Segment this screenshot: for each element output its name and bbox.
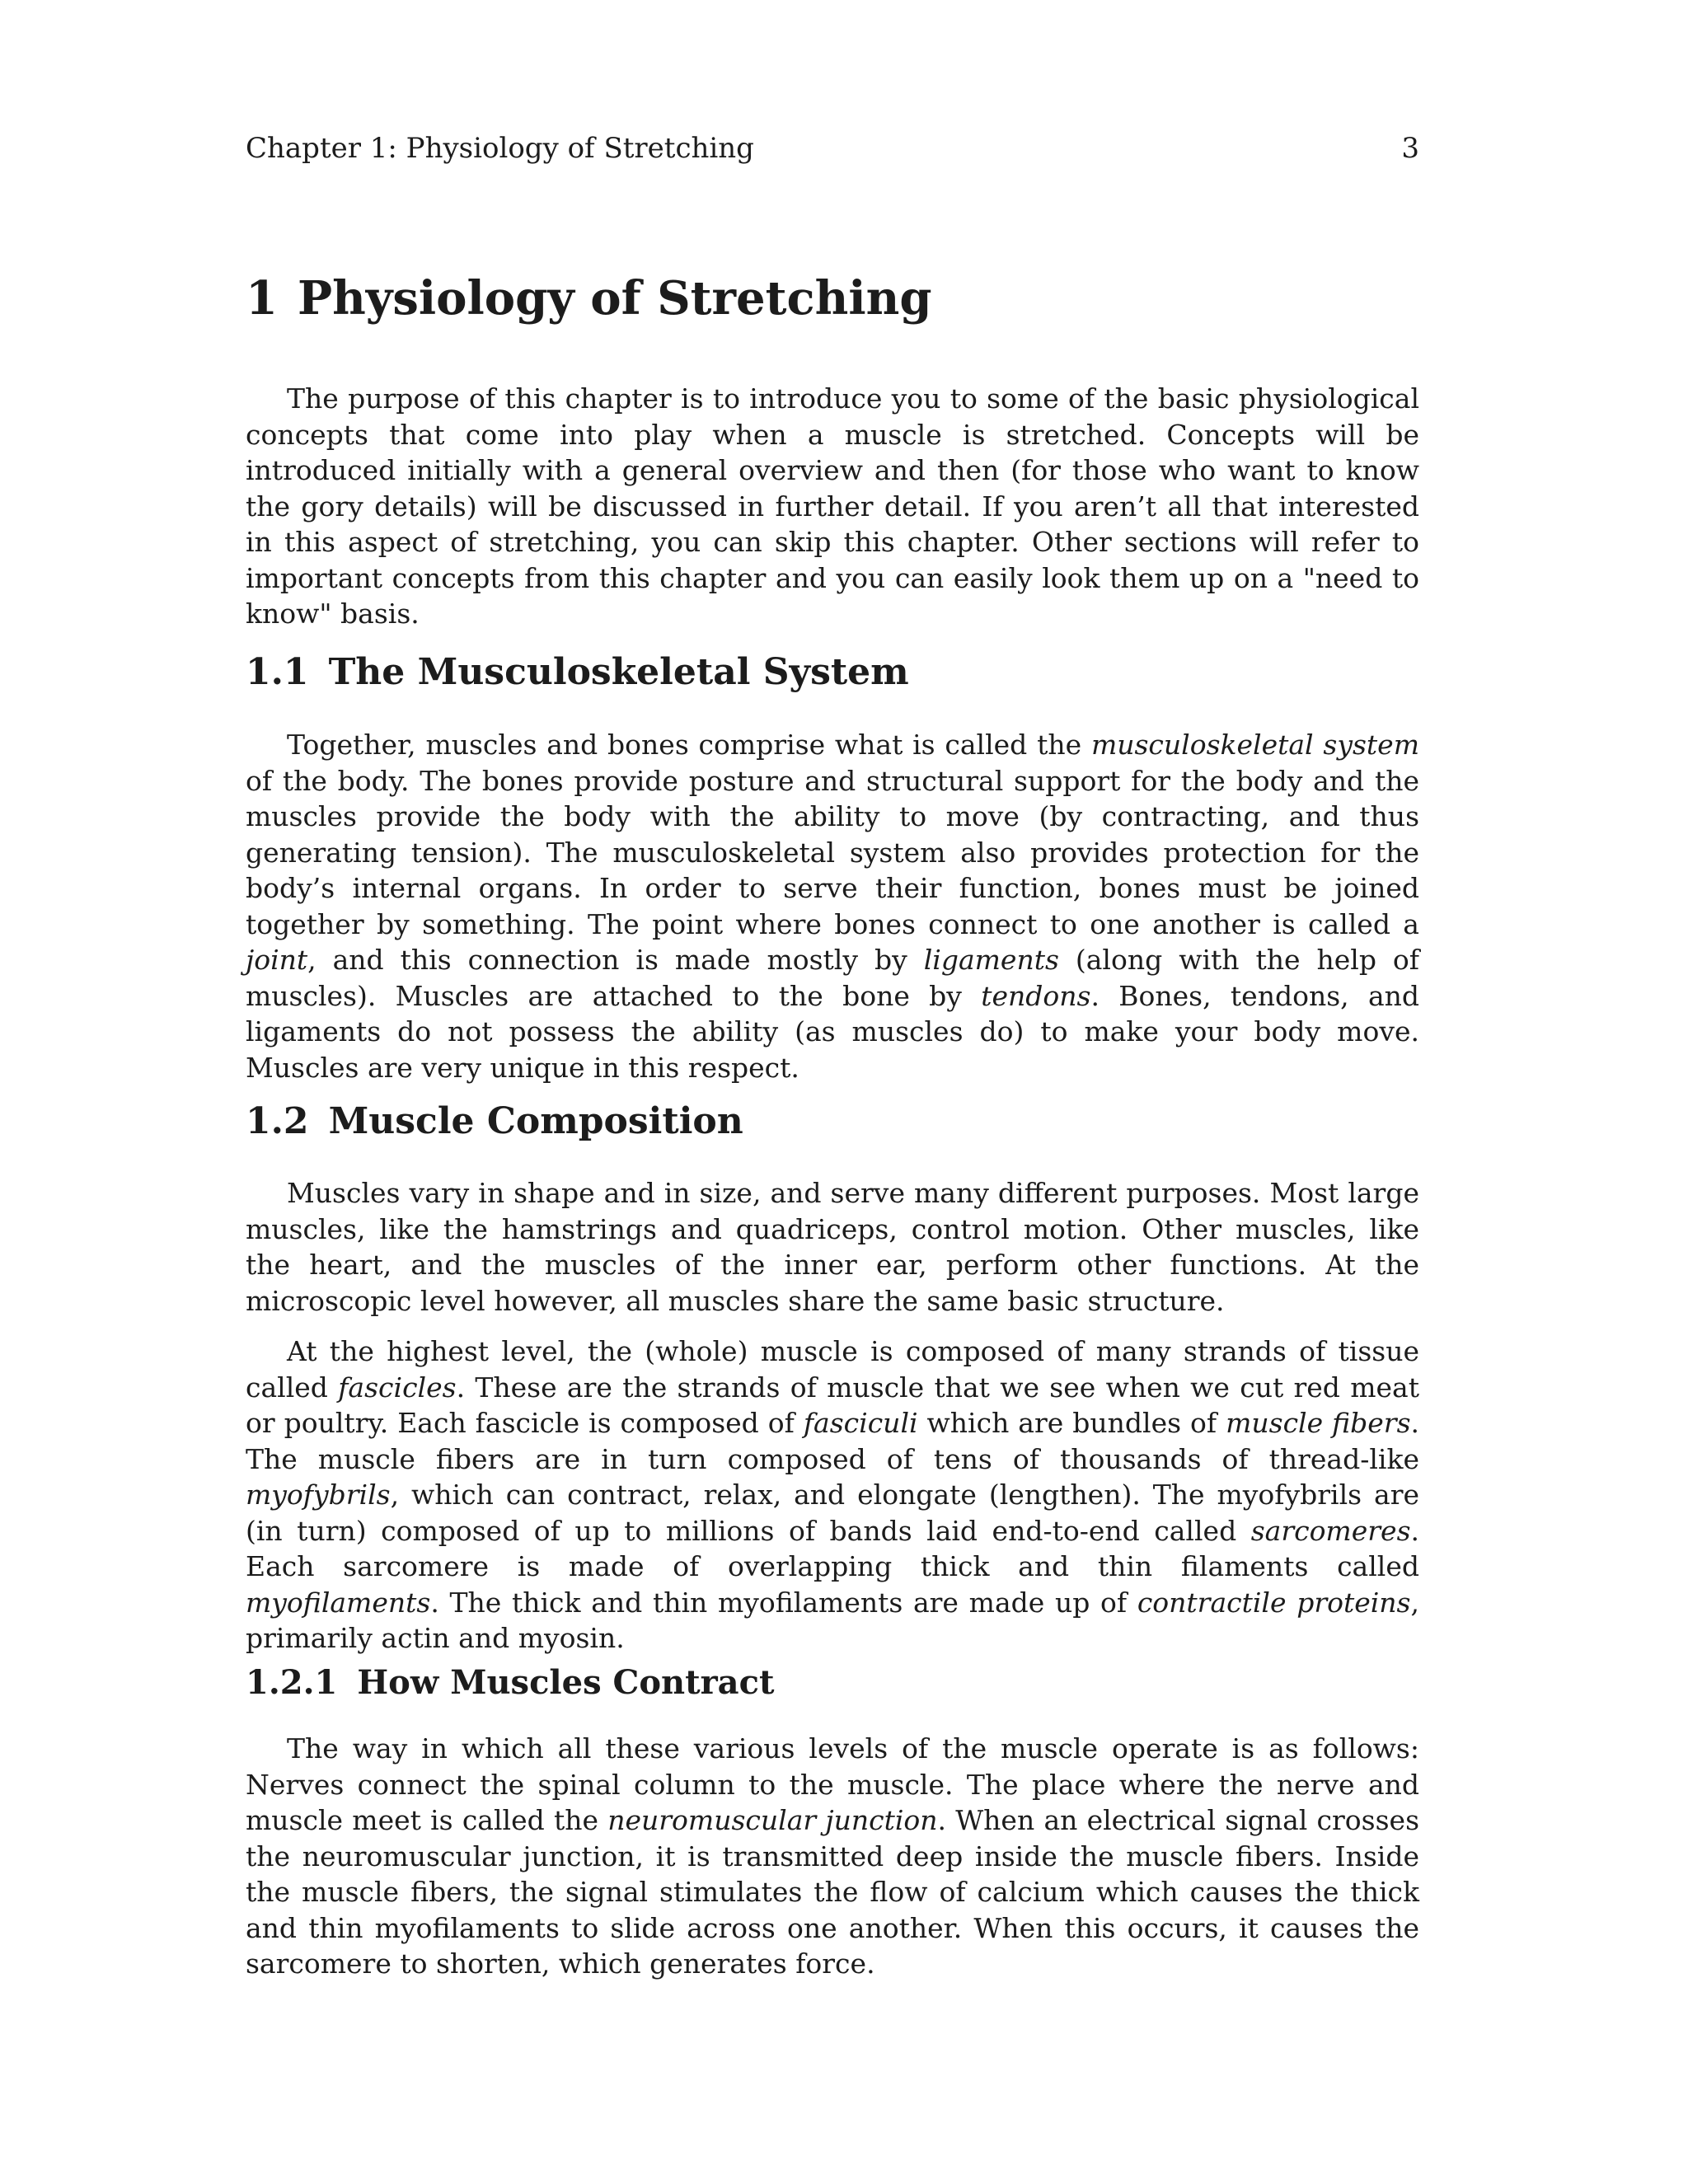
running-title: Chapter 1: Physiology of Stretching [246,132,754,165]
section-title: The Musculoskeletal System [328,651,909,693]
subsection-heading-1-2-1 [246,1661,1419,1704]
chapter-number: 1 [246,271,278,326]
muscle-composition-paragraph-1: Muscles vary in shape and in size, and serve many different purposes. Most large muscles, like the hamstrings and quadriceps, control motion. Other muscles, like the heart, and the muscles of the inner ear, perform other functions. At the microscopic level however, all muscles share the same basic structure. [246,1177,1419,1317]
muscle-composition-paragraph-2: At the highest level, the (whole) muscle is composed of many strands of tissue called fascicles. These are the strands of muscle that we see when we cut red meat or poultry. Each fascicle is composed of fasciculi which are bundles of muscle fibers. The muscle fibers are in turn composed of tens of thousands of thread-like myofybrils, which can contract, relax, and elongate (lengthen). The myofybrils are (in turn) composed of up to millions of bands laid end-to-end called sarcomeres. Each sarcomere is made of overlapping thick and thin filaments called myofilaments. The thick and thin myofilaments are made up of contractile proteins, primarily actin and myosin. [246,1335,1419,1654]
term-muscle-fibers: muscle fibers [1226,1407,1411,1439]
subsection-title: How Muscles Contract [357,1663,775,1702]
term-joint: joint [246,944,308,976]
subsection-number: 1.2.1 [246,1663,338,1702]
term-musculoskeletal-system: musculoskeletal system [1090,729,1419,761]
chapter-heading [246,269,1419,328]
section-title: Muscle Composition [328,1100,743,1142]
term-contractile-proteins: contractile proteins [1137,1586,1411,1619]
section-heading-1-1 [246,649,1419,696]
page-number: 3 [1401,132,1419,165]
term-fasciculi: fasciculi [803,1407,918,1439]
term-ligaments: ligaments [923,944,1059,976]
term-myofilaments: myofilaments [246,1586,431,1619]
term-myofybrils: myofybrils [246,1479,391,1511]
term-neuromuscular-junction: neuromuscular junction [607,1804,938,1836]
term-tendons: tendons [981,979,1091,1012]
chapter-title: Physiology of Stretching [297,271,932,326]
term-sarcomeres: sarcomeres [1250,1514,1411,1547]
running-header [246,130,1419,166]
section-heading-1-2 [246,1099,1419,1145]
chapter-intro-paragraph: The purpose of this chapter is to introduce you to some of the basic physiological concepts that come into play when a muscle is stretched. Concepts will be introduced initially with a general overview and then (for those who want to know the gory details) will be discussed in further detail. If you aren’t all that interested in this aspect of stretching, you can skip this chapter. Other sections will refer to important concepts from this chapter and you can easily look them up on a "need to know" basis. [246,382,1419,630]
section-number: 1.2 [246,1100,309,1142]
how-muscles-contract-paragraph: The way in which all these various levels of the muscle operate is as follows: Nerves connect the spinal column to the muscle. The place where the nerve and muscle meet is called the neuromuscular junction. When an electrical signal crosses the neuromuscular junction, it is transmitted deep inside the muscle fibers. Inside the muscle fibers, the signal stimulates the flow of calcium which causes the thick and thin myofilaments to slide across one another. When this occurs, it causes the sarcomere to shorten, which generates force. [246,1732,1420,1980]
section-number: 1.1 [246,651,309,693]
term-fascicles: fascicles [338,1371,457,1404]
musculoskeletal-paragraph: Together, muscles and bones comprise what is called the musculoskeletal system of the body. The bones provide posture and structural support for the body and the muscles provide the body with the ability to move (by contracting, and thus generating tension). The musculoskeletal system also provides protection for the body’s internal organs. In order to serve their function, bones must be joined together by something. The point where bones connect to one another is called a joint, and this connection is made mostly by ligaments (along with the help of muscles). Muscles are attached to the bone by tendons. Bones, tendons, and ligaments do not possess the ability (as muscles do) to make your body move. Muscles are very unique in this respect. [246,729,1420,1084]
